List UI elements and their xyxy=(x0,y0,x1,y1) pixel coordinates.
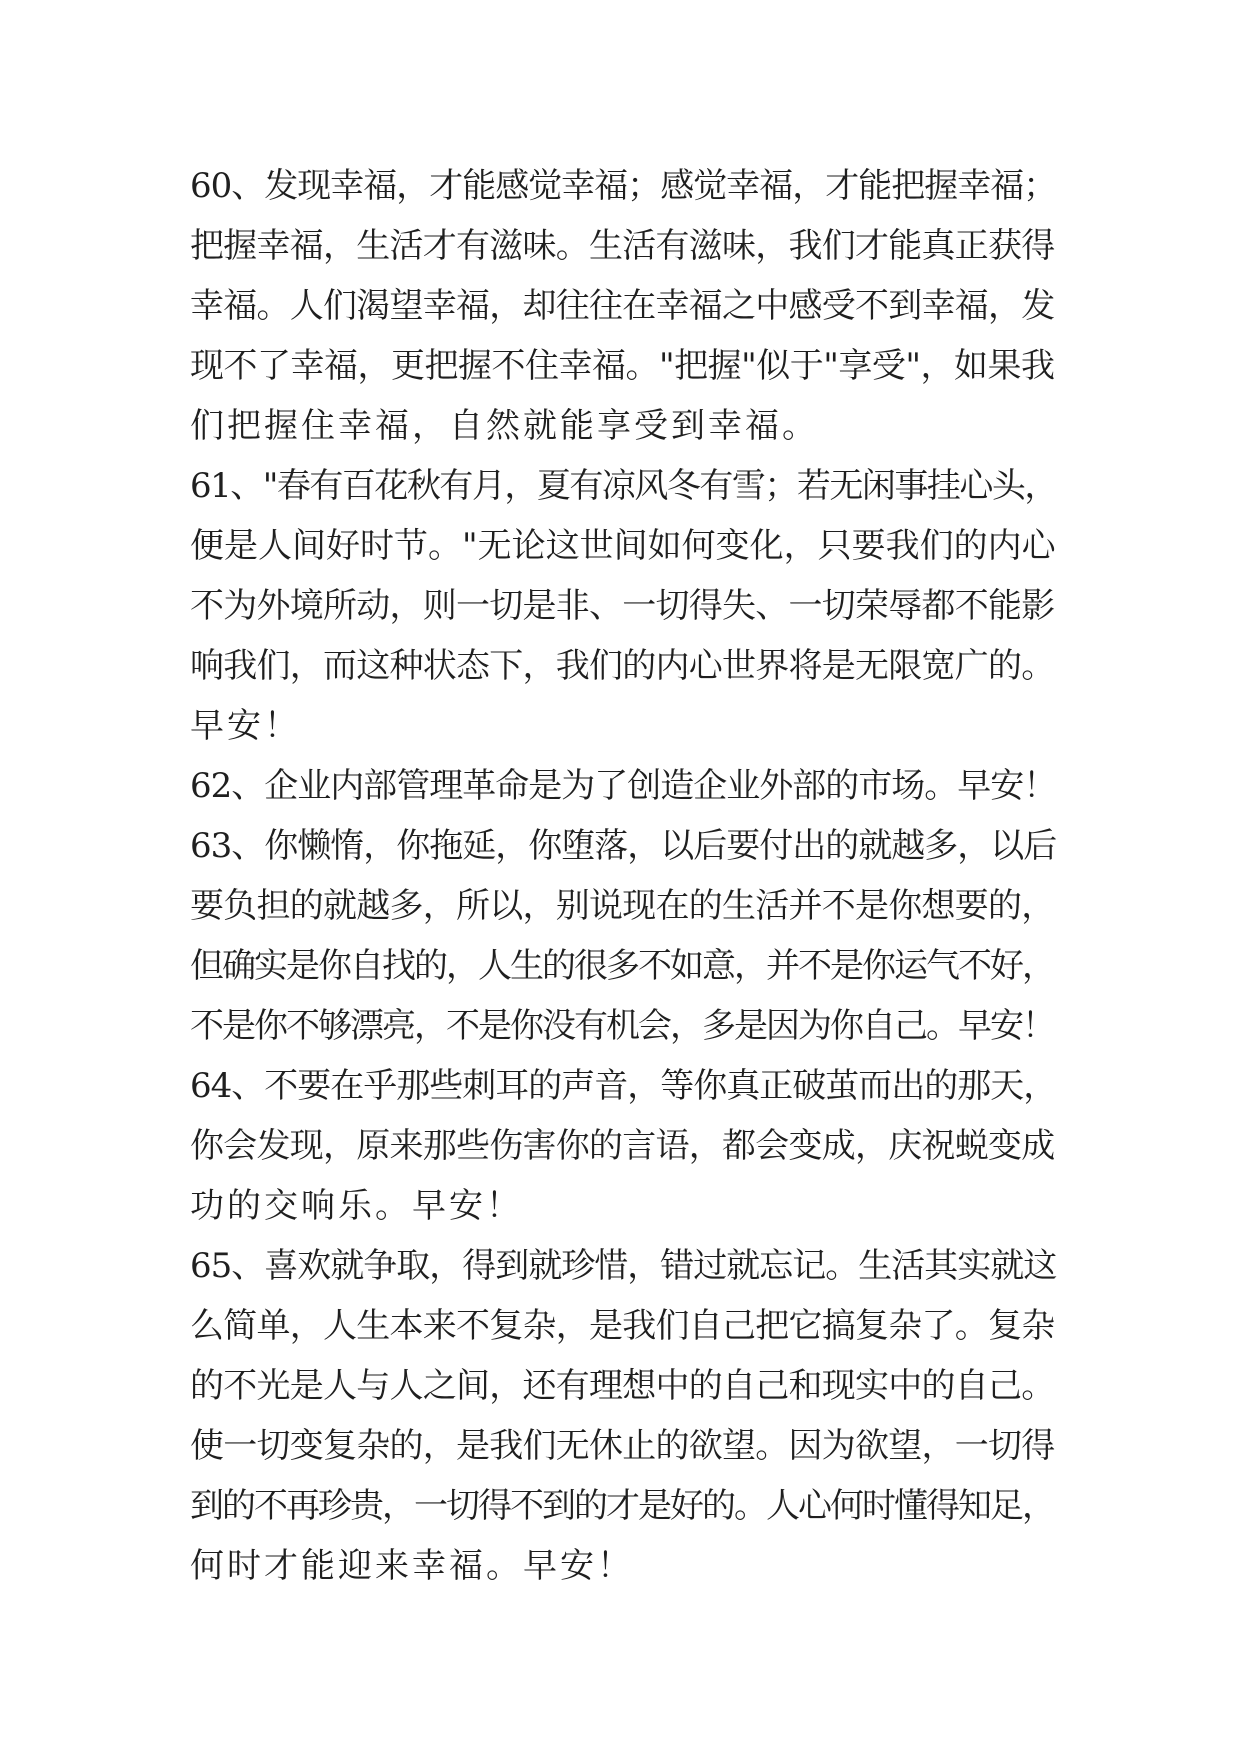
text-line: 功的交响乐。早安！ xyxy=(190,1186,523,1226)
text-line: 早安！ xyxy=(190,706,301,746)
document-body xyxy=(190,156,1060,1596)
text-line: 幸福。人们渴望幸福，却往往在幸福之中感受不到幸福，发 xyxy=(190,286,1055,326)
text-line: 使一切变复杂的，是我们无休止的欲望。因为欲望，一切得 xyxy=(190,1426,1055,1466)
text-line: 你会发现，原来那些伤害你的言语，都会变成，庆祝蜕变成 xyxy=(190,1126,1055,1166)
text-line: 何时才能迎来幸福。早安！ xyxy=(190,1546,634,1586)
text-line: 便是人间好时节。"无论这世间如何变化，只要我们的内心 xyxy=(190,526,1056,566)
text-line: 63、你懒惰，你拖延，你堕落，以后要付出的就越多，以后 xyxy=(190,826,1057,866)
text-line: 们把握住幸福，自然就能享受到幸福。 xyxy=(190,406,819,446)
text-line: 64、不要在乎那些刺耳的声音，等你真正破茧而出的那天， xyxy=(190,1066,1057,1106)
text-line: 要负担的就越多，所以，别说现在的生活并不是你想要的， xyxy=(190,886,1055,926)
text-line: 的不光是人与人之间，还有理想中的自己和现实中的自己。 xyxy=(190,1366,1055,1406)
text-line: 不是你不够漂亮，不是你没有机会，多是因为你自己。早安！ xyxy=(190,1006,1054,1046)
text-line: 60、发现幸福，才能感觉幸福；感觉幸福，才能把握幸福； xyxy=(190,166,1057,206)
text-line: 62、企业内部管理革命是为了创造企业外部的市场。早安！ xyxy=(190,766,1057,806)
text-line: 现不了幸福，更把握不住幸福。"把握"似于"享受"，如果我 xyxy=(190,346,1055,386)
text-line: 到的不再珍贵，一切得不到的才是好的。人心何时懂得知足， xyxy=(190,1486,1054,1526)
text-line: 不为外境所动，则一切是非、一切得失、一切荣辱都不能影 xyxy=(190,586,1055,626)
text-line: 65、喜欢就争取，得到就珍惜，错过就忘记。生活其实就这 xyxy=(190,1246,1057,1286)
text-line: 么简单，人生本来不复杂，是我们自己把它搞复杂了。复杂 xyxy=(190,1306,1055,1346)
text-line: 响我们，而这种状态下，我们的内心世界将是无限宽广的。 xyxy=(190,646,1055,686)
text-line: 但确实是你自找的，人生的很多不如意，并不是你运气不好， xyxy=(190,946,1054,986)
text-line: 把握幸福，生活才有滋味。生活有滋味，我们才能真正获得 xyxy=(190,226,1055,266)
text-line: 61、"春有百花秋有月，夏有凉风冬有雪；若无闲事挂心头， xyxy=(190,466,1057,506)
